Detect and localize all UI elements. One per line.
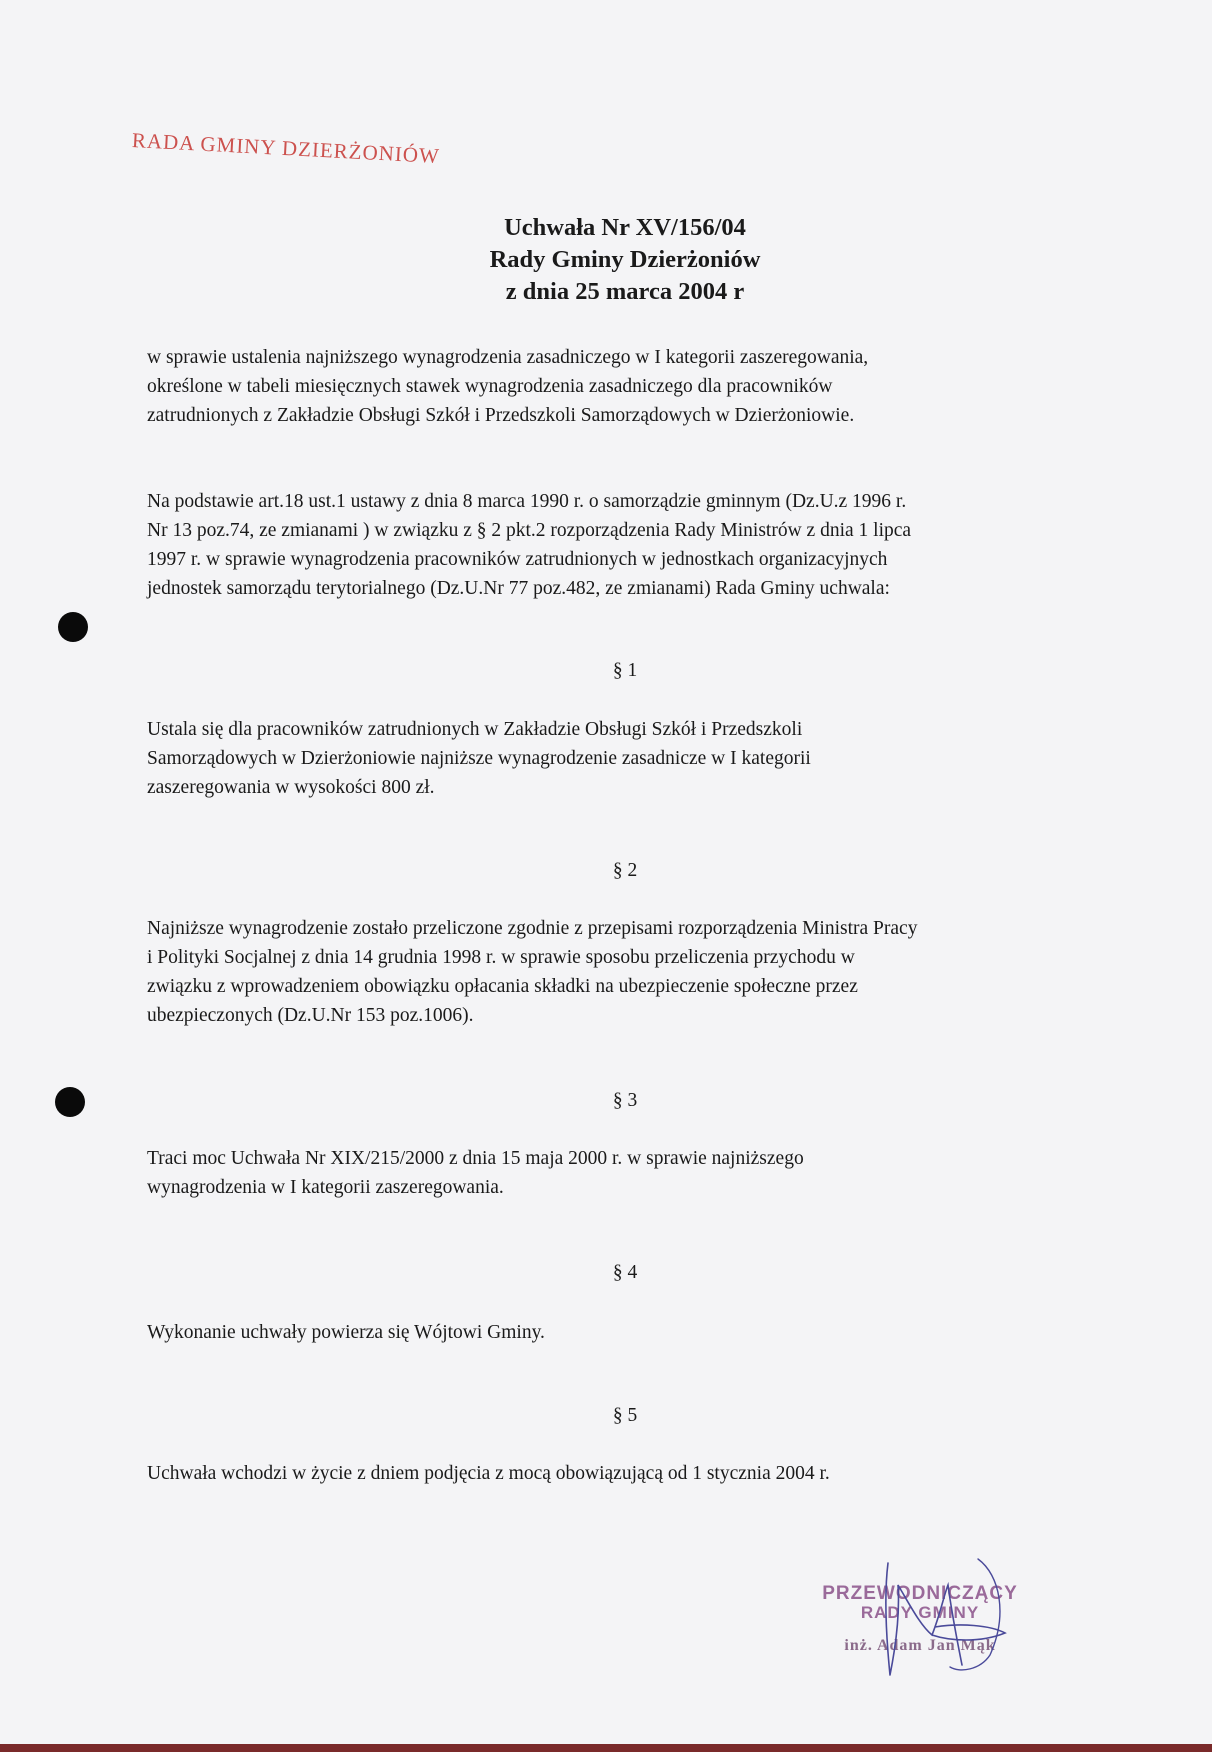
stamp-line-2: RADY GMINY [860,1603,980,1622]
section-3-heading: § 3 [612,1090,638,1111]
resolution-title [0,212,1212,308]
section-5-heading: § 5 [612,1405,638,1426]
council-stamp: RADA GMINY DZIERŻONIÓW [131,128,441,169]
section-1-heading: § 1 [612,660,638,681]
section-4-text: Wykonanie uchwały powierza się Wójtowi Gminy. [147,1322,545,1343]
section-2-heading: § 2 [612,860,638,881]
section-1-text: Ustala się dla pracowników zatrudnionych w Zakładzie Obsługi Szkół i Przedszkoli Samorządowych w Dzierżoniowie najniższe wynagrodzenie zasadnicze w I kategorii zaszeregowania w wysokości 800 zł. [147,719,811,798]
punch-hole-upper [58,612,88,642]
title-line-1: Uchwała Nr XV/156/04 [504,214,746,241]
scan-edge [0,1744,1212,1752]
section-3-text: Traci moc Uchwała Nr XIX/215/2000 z dnia 15 maja 2000 r. w sprawie najniższego wynagrodzenia w I kategorii zaszeregowania. [147,1148,804,1198]
section-5-text: Uchwała wchodzi w życie z dniem podjęcia z mocą obowiązującą od 1 stycznia 2004 r. [147,1463,830,1484]
stamp-line-1: PRZEWODNICZĄCY [822,1583,1018,1604]
title-line-3: z dnia 25 marca 2004 r [505,278,745,305]
stamp-line-3: inż. Adam Jan Mąk [844,1637,996,1654]
legal-basis-paragraph: Na podstawie art.18 ust.1 ustawy z dnia 8 marca 1990 r. o samorządzie gminnym (Dz.U.z 1996 r. Nr 13 poz.74, ze zmianami ) w związku z § 2 pkt.2 rozporządzenia Rady Ministrów z dnia 1 lipca 1997 r. w sprawie wynagrodzenia pracowników zatrudnionych w jednostkach organizacyjnych jednostek samorządu terytorialnego (Dz.U.Nr 77 poz.482, ze zmianami) Rada Gminy uchwala: [147,491,912,599]
section-2-text: Najniższe wynagrodzenie zostało przeliczone zgodnie z przepisami rozporządzenia Ministra Pracy i Polityki Socjalnej z dnia 14 grudnia 1998 r. w sprawie sposobu przeliczenia przychodu w związku z wprowadzeniem obowiązku opłacania składki na ubezpieczenie społeczne przez ubezpieczonych (Dz.U.Nr 153 poz.1006). [147,918,918,1026]
section-4-heading: § 4 [612,1262,638,1283]
subject-paragraph: w sprawie ustalenia najniższego wynagrodzenia zasadniczego w I kategorii zaszeregowania, określone w tabeli miesięcznych stawek wynagrodzenia zasadniczego dla pracowników zatrudnionych z Zakładzie Obsługi Szkół i Przedszkoli Samorządowych w Dzierżoniowie. [147,347,869,426]
handwritten-signature [840,1555,1030,1685]
title-line-2: Rady Gminy Dzierżoniów [489,246,761,273]
